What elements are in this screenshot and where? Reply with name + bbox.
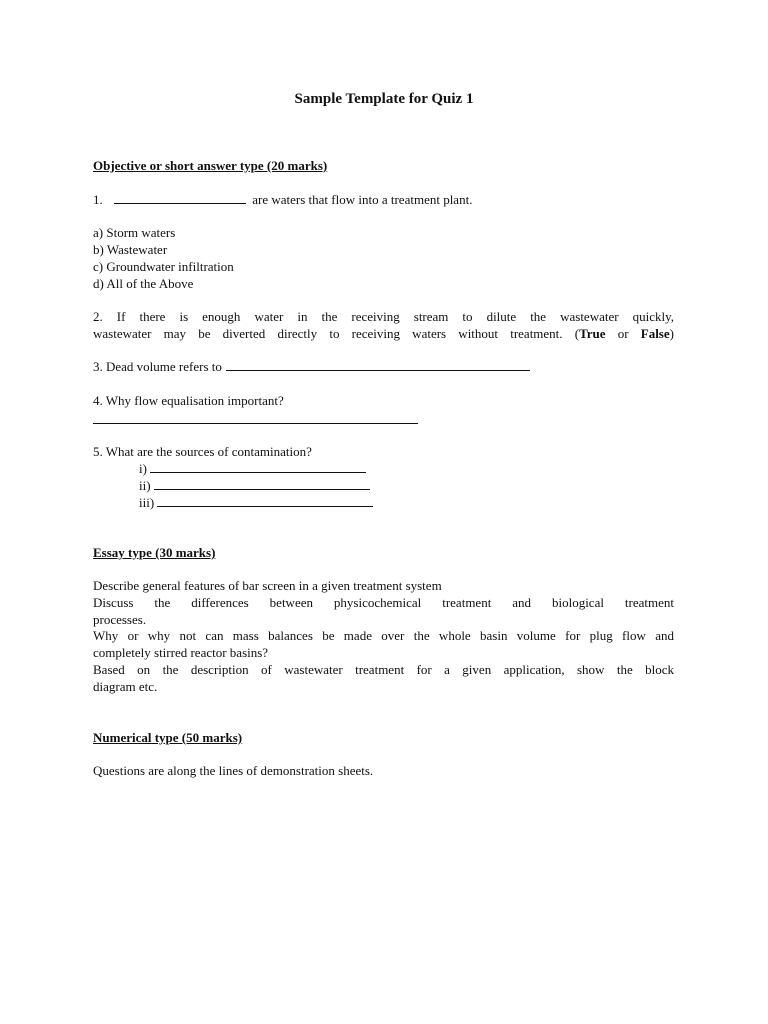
source-item-2-label: ii) [139, 478, 151, 493]
closing-paren: ) [669, 326, 674, 341]
question-2-line-1: 2. If there is enough water in the receiving stream to dilute the wastewater quickly, [93, 309, 674, 324]
section-heading-essay: Essay type (30 marks) [93, 545, 216, 560]
option-b: b) Wastewater [93, 242, 168, 257]
section-heading-objective: Objective or short answer type (20 marks) [93, 158, 328, 173]
source-item-1-label: i) [139, 461, 147, 476]
answer-blank-5-1 [150, 460, 366, 473]
source-item-2 [139, 477, 370, 494]
question-4-text: 4. Why flow equalisation important? [93, 393, 284, 408]
option-d: d) All of the Above [93, 276, 194, 291]
answer-blank-5-2 [154, 477, 370, 490]
essay-question-2-line-1: Discuss the differences between physicochemical treatment and biological treatment [93, 595, 674, 610]
page-title: Sample Template for Quiz 1 [294, 91, 474, 107]
question-2-line-2-text: wastewater may be diverted directly to receiving waters without treatment. ( [93, 326, 580, 341]
source-item-3-label: iii) [139, 495, 155, 510]
section-heading-numerical: Numerical type (50 marks) [93, 730, 243, 745]
answer-line-4 [93, 423, 418, 424]
question-1 [93, 191, 472, 208]
or-label: or [605, 326, 641, 341]
question-2-line-2 [93, 325, 674, 342]
source-item-1 [139, 460, 366, 477]
essay-question-3-line-2: completely stirred reactor basins? [93, 645, 269, 660]
answer-blank-5-3 [157, 494, 373, 507]
essay-question-4-line-1: Based on the description of wastewater treatment for a given application, show the block [93, 662, 674, 677]
false-label: False [640, 326, 670, 341]
answer-blank-1 [114, 191, 246, 204]
question-1-number: 1. [93, 192, 103, 207]
option-a: a) Storm waters [93, 225, 176, 240]
essay-question-1: Describe general features of bar screen in a given treatment system [93, 578, 442, 593]
question-1-text: are waters that flow into a treatment plant. [252, 192, 473, 207]
question-5-text: 5. What are the sources of contamination? [93, 444, 312, 459]
numerical-description: Questions are along the lines of demonstration sheets. [93, 763, 374, 778]
question-3 [93, 358, 530, 375]
true-label: True [579, 326, 606, 341]
question-3-text: 3. Dead volume refers to [93, 359, 222, 374]
essay-question-4-line-2: diagram etc. [93, 679, 158, 694]
answer-blank-3 [226, 358, 530, 371]
essay-question-3-line-1: Why or why not can mass balances be made over the whole basin volume for plug flow and [93, 628, 674, 643]
essay-question-2-line-2: processes. [93, 612, 147, 627]
source-item-3 [139, 494, 373, 511]
option-c: c) Groundwater infiltration [93, 259, 234, 274]
